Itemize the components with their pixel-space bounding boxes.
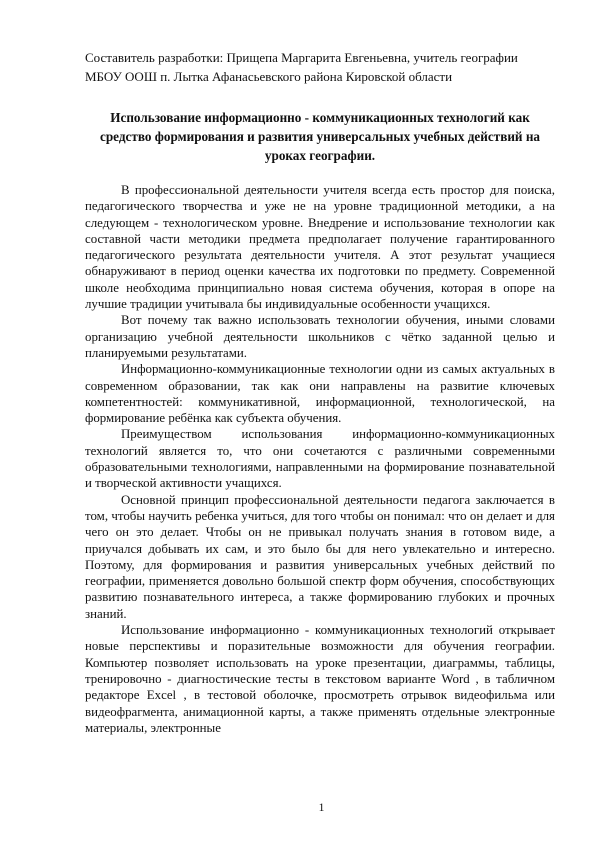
paragraph-4: Преимуществом использования информационно-коммуникационных технологий является то, что они сочетаются с различными современными образовательными технологиями, направленными на формирование познавательной и творческой активности учащихся. [85,427,555,491]
page-number: 1 [318,800,325,814]
document-title: Использование информационно - коммуникационных технологий как средство формирования и развития универсальных учебных действий на уроках географии. [99,110,541,163]
document-body [85,182,555,736]
paragraph-5: Основной принцип профессиональной деятельности педагога заключается в том, чтобы научить ребенка учиться, для того чтобы он понимал: что он делает и для чего он это делает. Чтобы он не привыкал получать знания в готовом виде, а приучался добывать их сам, и это было бы для него увлекательно и интересно. Поэтому, для формирования и развития универсальных учебных действий по географии, применяется довольно большой спектр форм обучения, способствующих развитию познавательного интереса, а также формированию глубоких и прочных знаний. [85,492,555,621]
author-line: Составитель разработки: Прищепа Маргарита Евгеньевна, учитель географии МБОУ ООШ п. Лытка Афанасьевского района Кировской области [85,50,518,84]
paragraph-2: Вот почему так важно использовать технологии обучения, иными словами организацию учебной деятельности школьников с чётко заданной целью и планируемыми результатами. [85,313,555,360]
paragraph-6: Использование информационно - коммуникационных технологий открывает новые перспективы и поразительные возможности для обучения географии. Компьютер позволяет использовать на уроке презентации, диаграммы, таблицы, тренировочно - диагностические тесты в текстовом варианте Word , в табличном редакторе Excel , в тестовой оболочке, просмотреть отрывок видеофильма или видеофрагмента, анимационной карты, а также применять отдельные электронные материалы, электронные [85,623,555,735]
paragraph-3: Информационно-коммуникационные технологии одни из самых актуальных в современном образовании, так как они направлены на развитие ключевых компетентностей: коммуникативной, информационной, технологической, на формирование ребёнка как субъекта обучения. [85,362,555,426]
paragraph-1: В профессиональной деятельности учителя всегда есть простор для поиска, педагогического творчества и уже не на уровне традиционной методики, а на следующем - технологическом уровне. Внедрение и использование технологии как составной части методики предмета предполагает получение гарантированного педагогического результата деятельности учителя. А этот результат учащиеся обнаруживают в период оценки качества их подготовки по предмету. Современной школе необходима принципиально новая система обучения, которая в опоре на лучшие традиции учитывала бы индивидуальные особенности учащихся. [85,183,555,312]
document-page [85,48,555,736]
